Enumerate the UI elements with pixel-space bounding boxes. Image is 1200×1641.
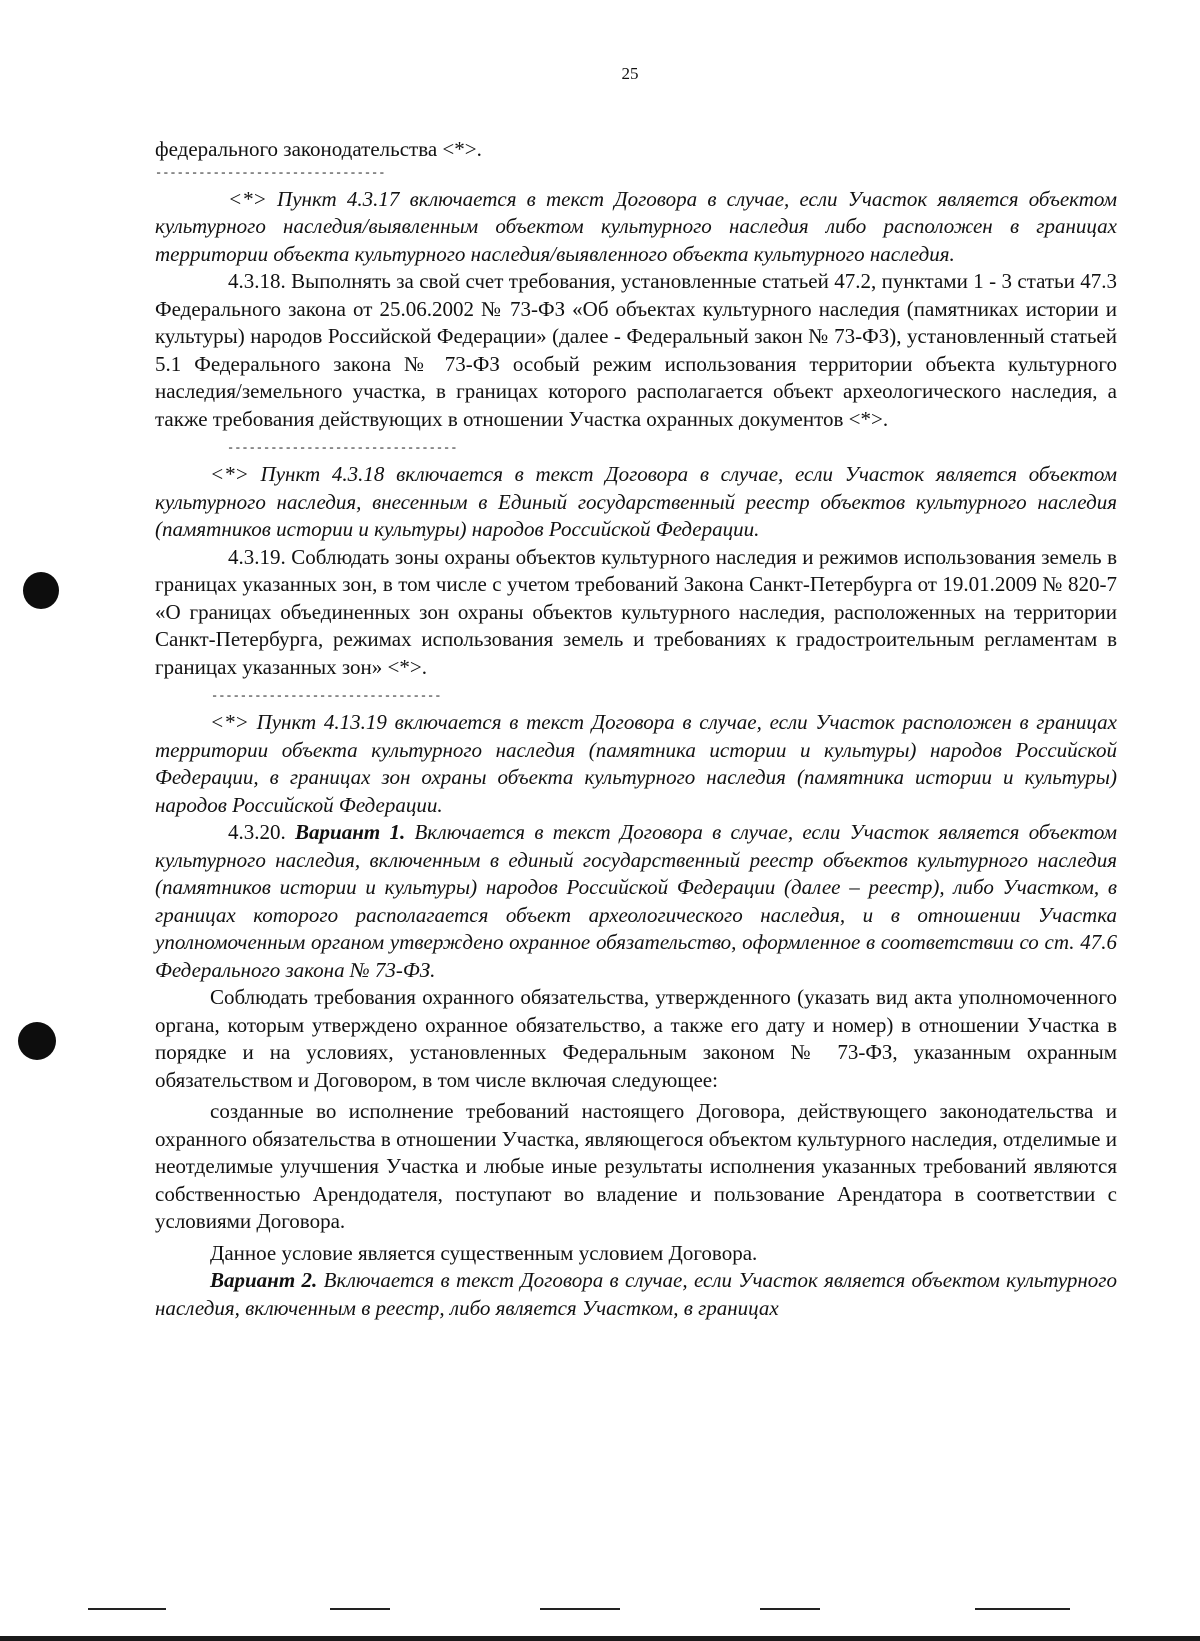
improvements-paragraph: созданные во исполнение требований настоящего Договора, действующего законодательства и охранного обязательства в отношении Участка, являющегося объектом культурного наследия, отделимые и неотделимые улучшения Участка и любые иные результаты исполнения указанных требований являются собственностью Арендодателя, поступают во владение и пользование Арендатора в соответствии с условиями Договора. (155, 1099, 1117, 1233)
clause-number: 4.3.20. (228, 820, 286, 844)
scan-border (0, 1636, 1200, 1641)
variant-2-paragraph (155, 1267, 1117, 1322)
document-body (155, 136, 1117, 1322)
clause-4-3-18: 4.3.18. Выполнять за свой счет требования, установленные статьей 47.2, пунктами 1 - 3 статьи 47.3 Федерального закона от 25.06.2002 № 73-ФЗ «Об объектах культурного наследия (памятниках истории и культуры) народов Российской Федерации» (далее - Федеральный закон № 73-ФЗ), установленный статьей 5.1 Федерального закона № 73-ФЗ особый режим использования территории объекта культурного наследия/земельного участка, в границах которого располагается объект археологического наследия, а также требования действующих в отношении Участка охранных документов <*>. (155, 269, 1117, 431)
essential-condition: Данное условие является существенным условием Договора. (210, 1240, 758, 1265)
footnote-4-13-19: <*> Пункт 4.13.19 включается в текст Договора в случае, если Участок расположен в границах территории объекта культурного наследия (памятника истории и культуры) народов Российской Федерации, в границах зон охраны объекта культурного наследия (памятника истории и культуры) народов Российской Федерации. (155, 710, 1117, 817)
variant-label: Вариант 1. (295, 820, 406, 844)
clause-4-3-19: 4.3.19. Соблюдать зоны охраны объектов культурного наследия и режимов использования земель в границах указанных зон, в том числе с учетом требований Закона Санкт-Петербурга от 19.01.2009 № 820-7 «О границах объединенных зон охраны объектов культурного наследия, расположенных на территории Санкт-Петербурга, режимах использования земель и требованиях к градостроительным регламентам в границах указанных зон» <*>. (155, 544, 1117, 679)
punch-hole-mark (23, 572, 59, 609)
footnote-4-3-17: <*> Пункт 4.3.17 включается в текст Договора в случае, если Участок является объектом культурного наследия/выявленным объектом культурного наследия либо расположен в границах территории объекта культурного наследия/выявленного объекта культурного наследия. (155, 186, 1117, 266)
footnote-4-3-18: <*> Пункт 4.3.18 включается в текст Договора в случае, если Участок является объектом культурного наследия, внесенным в Единый государственный реестр объектов культурного наследия (памятников истории и культуры) народов Российской Федерации. (155, 462, 1117, 541)
scan-artifact (88, 1608, 166, 1610)
footnote-separator: -------------------------------- (211, 689, 442, 703)
footnote-separator: -------------------------------- (155, 165, 386, 180)
page-number: 25 (621, 64, 639, 83)
variant-description: Включается в текст Договора в случае, если Участок является объектом культурного наследия, включенным в единый государственный реестр объектов культурного наследия (памятников истории и культуры) народов Российской Федерации (далее – реестр), либо Участком, в границах которого располагается объект археологического наследия, и в отношении Участка уполномоченным органом утверждено охранное обязательство, оформленное в соответствии со ст. 47.6 Федерального закона № 73-ФЗ. (155, 820, 1118, 982)
variant-label: Вариант 2. (210, 1268, 318, 1292)
scan-artifact (540, 1608, 620, 1610)
scan-artifact (975, 1608, 1070, 1610)
scan-artifact (330, 1608, 390, 1610)
punch-hole-mark (18, 1022, 56, 1060)
paragraph-continuation: федерального законодательства <*>. (155, 137, 482, 161)
obligation-paragraph: Соблюдать требования охранного обязательства, утвержденного (указать вид акта уполномоченного органа, которым утверждено охранное обязательство, а также его дату и номер) в отношении Участка в порядке и на условиях, установленных Федеральным законом № 73-ФЗ, указанным охранным обязательством и Договором, в том числе включая следующее: (155, 985, 1117, 1092)
scan-artifact (760, 1608, 820, 1610)
variant-description: Включается в текст Договора в случае, если Участок является объектом культурного наследия, включенным в реестр, либо является Участком, в границах (155, 1268, 1117, 1320)
footnote-separator: -------------------------------- (227, 441, 458, 455)
clause-4-3-20 (155, 819, 1117, 984)
